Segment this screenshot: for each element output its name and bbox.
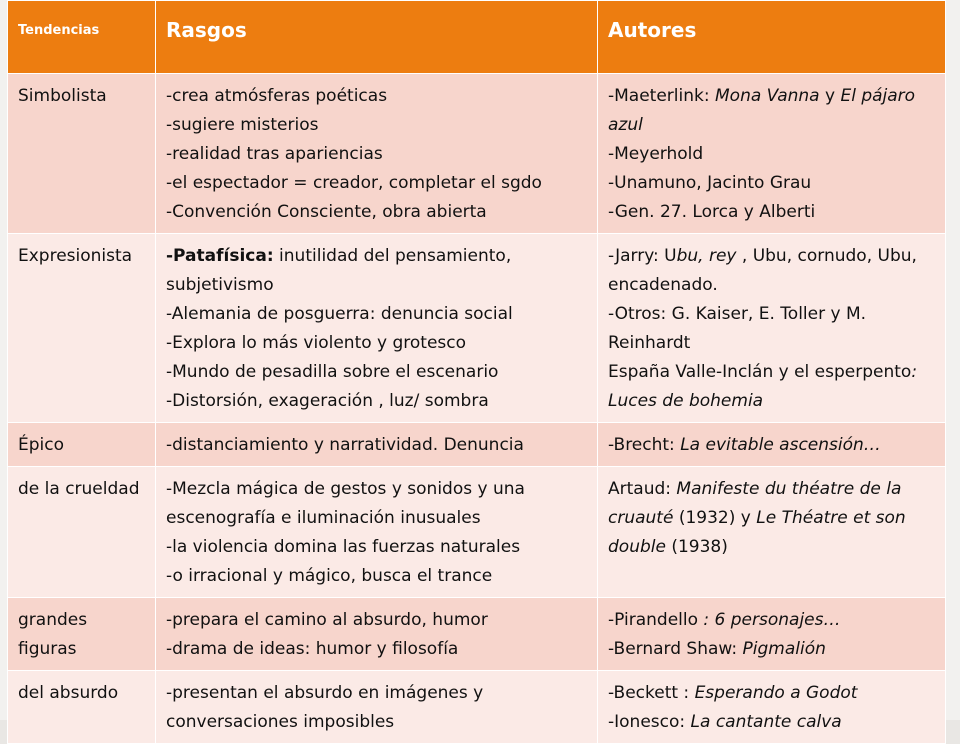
autor-line — [608, 679, 935, 708]
autor-text: (1932) y — [673, 508, 757, 528]
autores-cell — [598, 423, 946, 467]
obra-title: Mona Vanna — [715, 86, 820, 106]
autor-text: -Bernard Shaw: — [608, 639, 743, 659]
table-row — [8, 671, 946, 744]
autor-line — [608, 82, 935, 140]
rasgo-line: -o irracional y mágico, busca el trance — [166, 566, 493, 586]
autor-line — [608, 635, 935, 664]
table-row — [8, 234, 946, 423]
autores-cell — [598, 671, 946, 744]
rasgo-line: -Mezcla mágica de gestos y sonidos y una escenografía e iluminación inusuales — [166, 479, 525, 528]
rasgo-line: -Alemania de posguerra: denuncia social — [166, 304, 513, 324]
obra-title: : Luces de bohemia — [608, 362, 918, 411]
autor-text: -Brecht: — [608, 435, 681, 455]
tendencia-cell: del absurdo — [8, 671, 156, 744]
header-autores: Autores — [598, 1, 946, 74]
autores-cell — [598, 74, 946, 234]
autores-cell — [598, 467, 946, 598]
autores-cell — [598, 598, 946, 671]
rasgo-line: -sugiere misterios — [166, 115, 319, 135]
table-row — [8, 467, 946, 598]
obra-title: El pájaro azul — [608, 86, 916, 135]
tendencia-cell: Simbolista — [8, 74, 156, 234]
tendencia-cell: de la crueldad — [8, 467, 156, 598]
rasgo-line: -Explora lo más violento y grotesco — [166, 333, 467, 353]
autor-text: , Ubu, cornudo, Ubu, encadenado. — [608, 246, 917, 295]
autor-line: -Otros: G. Kaiser, E. Toller y M. Reinhardt — [608, 304, 867, 353]
rasgos-cell — [156, 234, 598, 423]
rasgos-cell — [156, 467, 598, 598]
rasgo-line: -prepara el camino al absurdo, humor — [166, 610, 488, 630]
rasgo-line: -Distorsión, exageración , luz/ sombra — [166, 391, 489, 411]
rasgo-line — [166, 242, 587, 300]
autor-text: -Beckett : — [608, 683, 695, 703]
rasgo-line: -Convención Consciente, obra abierta — [166, 202, 487, 222]
tendencia-cell: Épico — [8, 423, 156, 467]
autores-cell — [598, 234, 946, 423]
rasgo-line: -crea atmósferas poéticas — [166, 86, 388, 106]
rasgo-line: -drama de ideas: humor y filosofía — [166, 639, 459, 659]
autor-line: -Meyerhold — [608, 144, 704, 164]
autor-line — [608, 358, 935, 416]
autor-text: España Valle-Inclán y el esperpento — [608, 362, 912, 382]
tendencia-cell: grandes figuras — [8, 598, 156, 671]
rasgo-line: -Mundo de pesadilla sobre el escenario — [166, 362, 499, 382]
autor-line — [608, 606, 935, 635]
autor-text: -Maeterlink: — [608, 86, 715, 106]
autor-text: y — [819, 86, 841, 106]
rasgo-line: -realidad tras apariencias — [166, 144, 383, 164]
obra-title: Le Théatre et son double — [608, 508, 906, 557]
table-row — [8, 598, 946, 671]
header-tendencias: Tendencias — [8, 1, 156, 74]
rasgos-cell — [156, 74, 598, 234]
tendencia-cell: Expresionista — [8, 234, 156, 423]
obra-title: Esperando a Godot — [694, 683, 858, 703]
table-row — [8, 423, 946, 467]
autor-text: -Ionesco: — [608, 712, 691, 732]
autor-line: -Gen. 27. Lorca y Alberti — [608, 202, 816, 222]
obra-title: La cantante calva — [690, 712, 842, 732]
autor-line — [608, 708, 935, 737]
obra-title: Manifeste du théatre de la cruauté — [608, 479, 902, 528]
header-rasgos: Rasgos — [156, 1, 598, 74]
autor-text: -Pirandello — [608, 610, 699, 630]
autor-line — [608, 242, 935, 300]
autor-text: Artaud: — [608, 479, 677, 499]
rasgo-term: -Patafísica: — [166, 246, 274, 266]
theatre-tendencies-table — [7, 0, 946, 744]
obra-title: Pigmalión — [742, 639, 826, 659]
rasgo-line: -el espectador = creador, completar el sgdo — [166, 173, 542, 193]
autor-text: (1938) — [665, 537, 728, 557]
obra-title: La evitable ascensión… — [680, 435, 881, 455]
autor-line: -Unamuno, Jacinto Grau — [608, 173, 812, 193]
rasgo-text: inutilidad del pensamiento, subjetivismo — [166, 246, 512, 295]
autor-text: -Jarry: U — [608, 246, 677, 266]
obra-title: : 6 personajes… — [698, 610, 841, 630]
table-header-row — [8, 1, 946, 74]
rasgo-line: -la violencia domina las fuerzas naturales — [166, 537, 521, 557]
rasgos-cell — [156, 598, 598, 671]
obra-title: bu, rey — [676, 246, 737, 266]
rasgos-cell: -presentan el absurdo en imágenes y conversaciones imposibles — [156, 671, 598, 744]
table-row — [8, 74, 946, 234]
rasgos-cell: -distanciamiento y narratividad. Denuncia — [156, 423, 598, 467]
